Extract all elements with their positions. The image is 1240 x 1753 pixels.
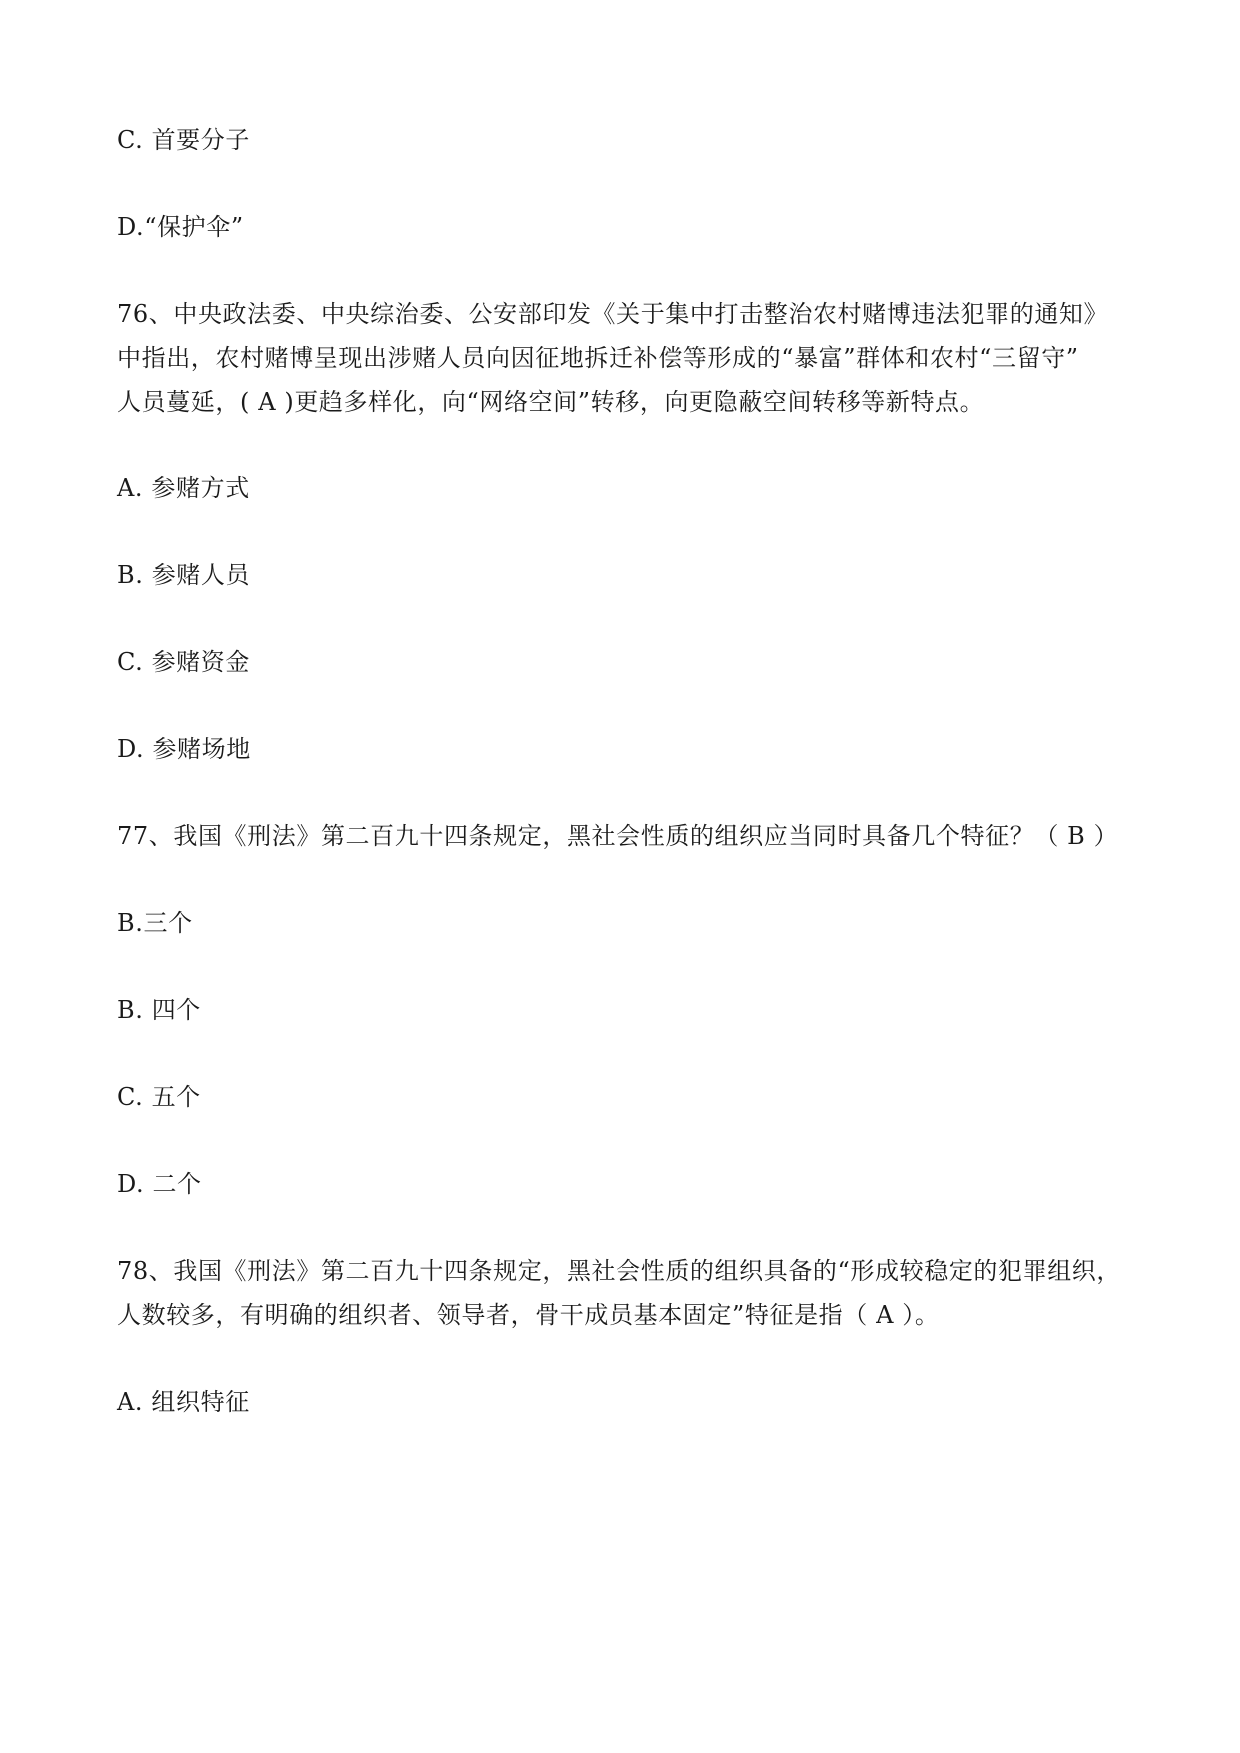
q76-option-a: A. 参赌方式 (117, 474, 250, 502)
q76-question-line-3: 人员蔓延，( A )更趋多样化，向“网络空间”转移，向更隐蔽空间转移等新特点。 (117, 388, 985, 416)
q76-option-d: D. 参赌场地 (117, 735, 251, 763)
q76-question-line-2: 中指出，农村赌博呈现出涉赌人员向因征地拆迁补偿等形成的“暴富”群体和农村“三留守” (117, 344, 1079, 372)
q75-option-c: C. 首要分子 (117, 126, 250, 154)
q77-option-b: B. 四个 (117, 996, 201, 1024)
q77-question: 77、我国《刑法》第二百九十四条规定，黑社会性质的组织应当同时具备几个特征？（ B ） (117, 822, 1119, 850)
q77-option-d: D. 二个 (117, 1170, 202, 1198)
q76-option-c: C. 参赌资金 (117, 648, 250, 676)
q78-option-a: A. 组织特征 (117, 1388, 250, 1416)
q78-question-line-2: 人数较多，有明确的组织者、领导者，骨干成员基本固定”特征是指（ A ）。 (117, 1301, 940, 1329)
q76-question-line-1: 76、中央政法委、中央综治委、公安部印发《关于集中打击整治农村赌博违法犯罪的通知》 (117, 300, 1109, 328)
q77-option-a: B.三个 (117, 909, 193, 937)
q77-option-c: C. 五个 (117, 1083, 201, 1111)
q76-option-b: B. 参赌人员 (117, 561, 251, 589)
q75-option-d: D.“保护伞” (117, 213, 244, 241)
q78-question-line-1: 78、我国《刑法》第二百九十四条规定，黑社会性质的组织具备的“形成较稳定的犯罪组织， (117, 1257, 1122, 1285)
